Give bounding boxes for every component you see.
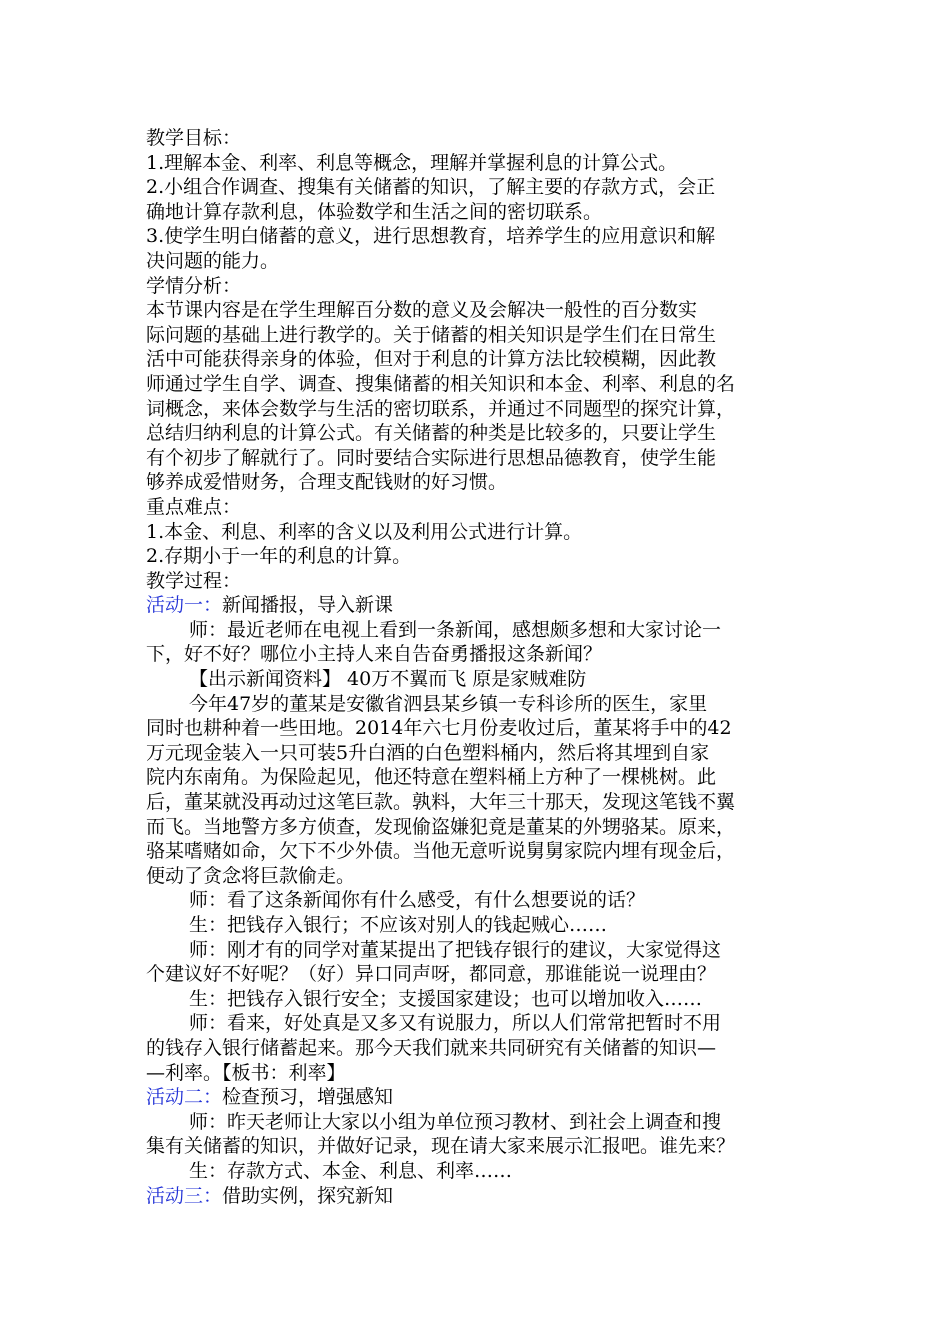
activity1-title: 新闻播报，导入新课 bbox=[222, 594, 394, 617]
paragraph-line: 院内东南角。为保险起见，他还特意在塑料桶上方种了一棵桃树。此 bbox=[146, 766, 717, 789]
paragraph-line: 师：看了这条新闻你有什么感受，有什么想要说的话？ bbox=[189, 889, 646, 912]
paragraph-line: 生：存款方式、本金、利息、利率…… bbox=[189, 1159, 513, 1182]
news-headline: 【出示新闻资料】 40万不翼而飞 原是家贼难防 bbox=[189, 668, 587, 691]
activity1-heading bbox=[146, 593, 810, 618]
objective-line: 1.理解本金、利率、利息等概念，理解并掌握利息的计算公式。 bbox=[146, 151, 678, 174]
keypoint-line: 1.本金、利息、利率的含义以及利用公式进行计算。 bbox=[146, 520, 583, 543]
analysis-heading: 学情分析： bbox=[146, 274, 242, 297]
activity2-title: 检查预习，增强感知 bbox=[222, 1086, 394, 1109]
paragraph-line: 生：把钱存入银行；不应该对别人的钱起贼心…… bbox=[189, 914, 608, 936]
objectives-heading: 教学目标： bbox=[146, 127, 242, 149]
activity3-heading bbox=[146, 1184, 810, 1209]
paragraph-line: 师：看来，好处真是又多又有说服力，所以人们常常把暂时不用 bbox=[189, 1012, 722, 1035]
analysis-line: 师通过学生自学、调查、搜集储蓄的相关知识和本金、利率、利息的名 bbox=[146, 372, 736, 395]
paragraph-line: 今年47岁的董某是安徽省泗县某乡镇一专科诊所的医生，家里 bbox=[189, 692, 708, 715]
activity2-label: 活动二： bbox=[146, 1086, 223, 1109]
paragraph-line: 而飞。当地警方多方侦查，发现偷盗嫌犯竟是董某的外甥骆某。原来， bbox=[146, 815, 736, 838]
document-page bbox=[146, 126, 810, 1208]
objective-line: 3.使学生明白储蓄的意义，进行思想教育，培养学生的应用意识和解 bbox=[146, 225, 716, 248]
paragraph-line: 师：刚才有的同学对董某提出了把钱存银行的建议，大家觉得这 bbox=[189, 938, 722, 961]
analysis-line: 有个初步了解就行了。同时要结合实际进行思想品德教育，使学生能 bbox=[146, 446, 717, 469]
objective-line: 确地计算存款利息，体验数学和生活之间的密切联系。 bbox=[146, 200, 603, 223]
analysis-line: 际问题的基础上进行教学的。关于储蓄的相关知识是学生们在日常生 bbox=[146, 323, 717, 346]
objective-line: 决问题的能力。 bbox=[146, 249, 280, 272]
analysis-line: 本节课内容是在学生理解百分数的意义及会解决一般性的百分数实 bbox=[146, 299, 698, 322]
paragraph-line: 集有关储蓄的知识，并做好记录，现在请大家来展示汇报吧。谁先来？ bbox=[146, 1135, 736, 1158]
analysis-line: 总结归纳利息的计算公式。有关储蓄的种类是比较多的，只要让学生 bbox=[146, 422, 717, 445]
paragraph-line: 的钱存入银行储蓄起来。那今天我们就来共同研究有关储蓄的知识— bbox=[146, 1036, 717, 1059]
analysis-line: 词概念，来体会数学与生活的密切联系，并通过不同题型的探究计算， bbox=[146, 397, 736, 420]
paragraph-line: 同时也耕种着一些田地。2014年六七月份麦收过后，董某将手中的42 bbox=[146, 717, 732, 740]
activity3-title: 借助实例，探究新知 bbox=[222, 1184, 394, 1207]
paragraph-line: —利率。【板书：利率】 bbox=[146, 1061, 346, 1084]
analysis-line: 活中可能获得亲身的体验，但对于利息的计算方法比较模糊，因此教 bbox=[146, 348, 717, 371]
paragraph-line: 生：把钱存入银行安全；支援国家建设；也可以增加收入…… bbox=[189, 987, 703, 1010]
objective-line: 2.小组合作调查、搜集有关储蓄的知识，了解主要的存款方式，会正 bbox=[146, 176, 716, 199]
keypoints-heading: 重点难点： bbox=[146, 495, 242, 518]
paragraph-line: 师：最近老师在电视上看到一条新闻，感想颇多想和大家讨论一 bbox=[189, 618, 722, 641]
paragraph-line: 个建议好不好呢？（好）异口同声呀，都同意，那谁能说一说理由？ bbox=[146, 963, 717, 986]
paragraph-line: 下，好不好？哪位小主持人来自告奋勇播报这条新闻？ bbox=[146, 643, 603, 666]
paragraph-line: 骆某嗜赌如命，欠下不少外债。当他无意听说舅舅家院内埋有现金后， bbox=[146, 840, 736, 863]
keypoint-line: 2.存期小于一年的利息的计算。 bbox=[146, 545, 412, 568]
activity1-label: 活动一： bbox=[146, 594, 223, 617]
process-heading: 教学过程： bbox=[146, 569, 242, 592]
analysis-line: 够养成爱惜财务，合理支配钱财的好习惯。 bbox=[146, 471, 508, 494]
activity3-label: 活动三： bbox=[146, 1184, 223, 1207]
paragraph-line: 便动了贪念将巨款偷走。 bbox=[146, 864, 356, 887]
paragraph-line: 后，董某就没再动过这笔巨款。孰料，大年三十那天，发现这笔钱不翼 bbox=[146, 791, 736, 814]
paragraph-line: 师：昨天老师让大家以小组为单位预习教材、到社会上调查和搜 bbox=[189, 1110, 722, 1133]
activity2-heading bbox=[146, 1085, 810, 1110]
paragraph-line: 万元现金装入一只可装5升白酒的白色塑料桶内，然后将其埋到自家 bbox=[146, 741, 710, 764]
